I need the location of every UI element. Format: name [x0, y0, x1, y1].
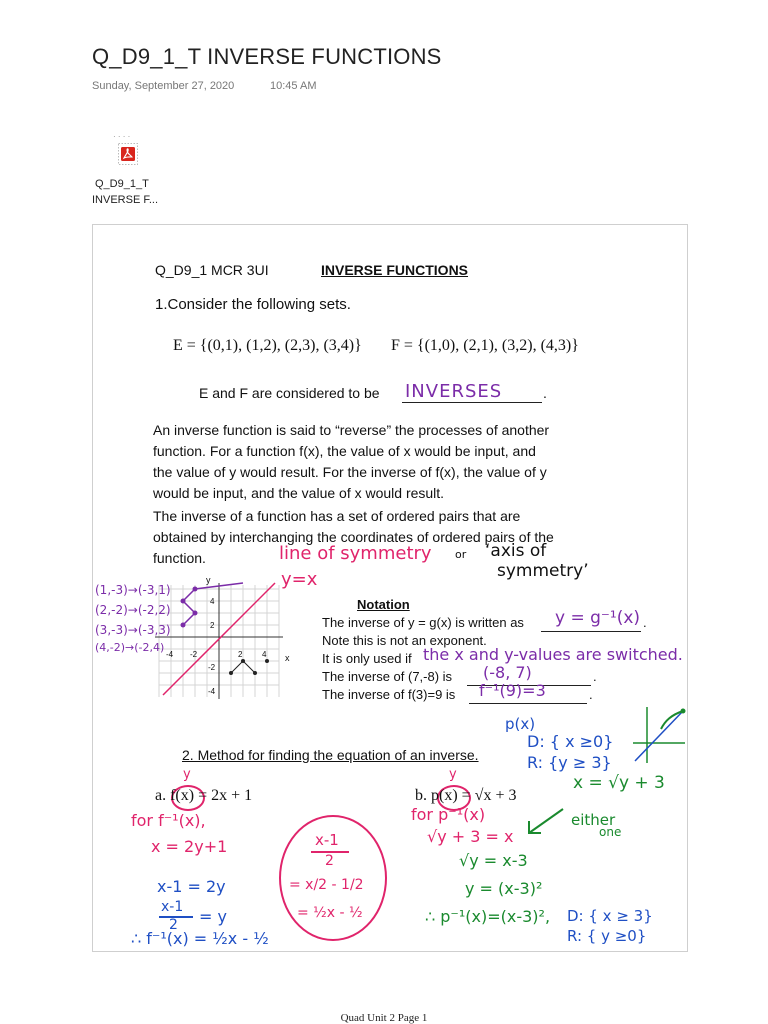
- worksheet-page: [92, 224, 688, 952]
- graph-tick-x: 2: [238, 650, 243, 659]
- handwritten-a-step3-rhs: = y: [199, 907, 227, 926]
- handwritten-inverse-pair: (-8, 7): [483, 663, 532, 682]
- attachment-name[interactable]: Q_D9_1_T: [95, 178, 149, 190]
- handwritten-b-range: R: { y ≥0}: [567, 927, 647, 945]
- graph-tick-y: -4: [208, 687, 216, 696]
- notation-line: The inverse of f(3)=9 is: [322, 687, 456, 702]
- handwritten-sketch: [631, 703, 687, 767]
- note-date: Sunday, September 27, 2020: [92, 80, 235, 92]
- considered-text: E and F are considered to be: [199, 385, 380, 401]
- notation-end: .: [643, 615, 647, 630]
- handwritten-a-step2: x-1 = 2y: [157, 877, 226, 896]
- handwritten-range: R: {y ≥ 3}: [527, 753, 612, 772]
- notation-line: The inverse of y = g(x) is written as: [322, 615, 524, 630]
- handwritten-domain: D: { x ≥0}: [527, 732, 614, 751]
- paragraph-2: The inverse of a function has a set of ordered pairs that are obtained by interchanging the coordinates of ordered pairs of the function.: [153, 508, 554, 566]
- notation-end: .: [593, 669, 597, 684]
- attachment-dots: · · · ·: [113, 132, 131, 141]
- question-2: 2. Method for finding the equation of an inverse.: [182, 747, 479, 763]
- handwritten-for-a: for f⁻¹(x),: [131, 811, 206, 830]
- page-title: Q_D9_1_T INVERSE FUNCTIONS: [92, 44, 442, 69]
- answer-blank: [469, 703, 587, 704]
- pdf-file-icon[interactable]: [118, 143, 138, 165]
- handwritten-a-step1: x = 2y+1: [151, 837, 228, 856]
- handwritten-arrow: [523, 805, 567, 839]
- graph-tick-x: -4: [166, 650, 174, 659]
- handwritten-b-step3: y = (x-3)²: [465, 879, 543, 898]
- handwritten-y-mark: y: [183, 767, 191, 782]
- notation-line: The inverse of (7,-8) is: [322, 669, 453, 684]
- handwritten-switched: the x and y-values are switched.: [423, 645, 683, 664]
- handwritten-a-final: ∴ f⁻¹(x) = ½x - ½: [131, 929, 269, 948]
- handwritten-one: one: [599, 825, 622, 839]
- notation-line: Note this is not an exponent.: [322, 633, 487, 648]
- part-a: a. f(x) = 2x + 1: [155, 787, 253, 804]
- handwritten-inverses: INVERSES: [405, 381, 503, 402]
- worksheet-code: Q_D9_1 MCR 3UI: [155, 262, 269, 278]
- graph-tick-y: -2: [208, 663, 216, 672]
- notation-end: .: [589, 687, 593, 702]
- handwritten-y-mark: y: [449, 767, 457, 782]
- graph-tick-y: 2: [210, 621, 215, 630]
- answer-blank: [402, 402, 542, 403]
- notation-heading: Notation: [357, 597, 410, 612]
- handwritten-pair: (3,-3)→(-3,3): [95, 623, 171, 637]
- handwritten-a-step3-den: 2: [169, 917, 178, 933]
- handwritten-pair: (2,-2)→(-2,2): [95, 603, 171, 617]
- handwritten-circle-bot: = ½x - ½: [297, 905, 363, 921]
- handwritten-px: p(x): [505, 715, 536, 733]
- set-f: F = {(1,0), (2,1), (3,2), (4,3)}: [391, 337, 579, 354]
- handwritten-circle-top-den: 2: [325, 853, 334, 869]
- graph-x-label: x: [285, 653, 290, 663]
- handwritten-either: either: [571, 811, 616, 829]
- attachment-name-cont[interactable]: INVERSE F...: [92, 194, 159, 206]
- handwritten-b-step1: √y + 3 = x: [427, 827, 514, 846]
- handwritten-for-b: for p⁻¹(x): [411, 805, 486, 824]
- worksheet-title: INVERSE FUNCTIONS: [321, 262, 469, 278]
- handwritten-axis-of: ‘axis of: [485, 541, 547, 561]
- handwritten-circle-top-num: x-1: [315, 831, 339, 849]
- handwritten-a-step3-num: x-1: [161, 899, 184, 915]
- handwritten-circle-mid: = x/2 - 1/2: [289, 877, 364, 893]
- graph-tick-x: -2: [190, 650, 198, 659]
- handwritten-pair: (4,-2)→(-2,4): [95, 641, 165, 654]
- handwritten-b-final: ∴ p⁻¹(x)=(x-3)²,: [425, 907, 551, 926]
- handwritten-symmetry: symmetry’: [497, 561, 589, 581]
- handwritten-x-equals-sqrt: x = √y + 3: [573, 773, 665, 793]
- graph-y-label: y: [206, 575, 211, 585]
- handwritten-y-equals-x: y=x: [281, 569, 318, 590]
- graph-tick-y: 4: [210, 597, 215, 606]
- page-footer: Quad Unit 2 Page 1: [340, 1012, 428, 1024]
- considered-period: .: [543, 385, 547, 401]
- handwritten-b-domain: D: { x ≥ 3}: [567, 907, 653, 925]
- part-b: b. p(x) = √x + 3: [415, 787, 517, 804]
- handwritten-notation-answer: y = g⁻¹(x): [555, 608, 641, 628]
- graph-tick-x: 4: [262, 650, 267, 659]
- handwritten-line-of-symmetry: line of symmetry: [279, 543, 432, 564]
- answer-blank: [541, 631, 641, 632]
- paragraph-1: An inverse function is said to “reverse” the processes of another function. For a function f(x), the value of x would be input, and the value of y would result. For the inverse of f(x), the value of y would be input, and the value of x would result.: [153, 422, 550, 501]
- set-e: E = {(0,1), (1,2), (2,3), (3,4)}: [173, 337, 362, 354]
- notation-line: It is only used if: [322, 651, 412, 666]
- handwritten-or: or: [455, 548, 467, 561]
- handwritten-b-step2: √y = x-3: [459, 851, 528, 870]
- question-1: 1.Consider the following sets.: [155, 296, 351, 313]
- note-time: 10:45 AM: [270, 80, 317, 92]
- handwritten-pair: (1,-3)→(-3,1): [95, 583, 171, 597]
- handwritten-inverse-f: f⁻¹(9)=3: [479, 681, 546, 700]
